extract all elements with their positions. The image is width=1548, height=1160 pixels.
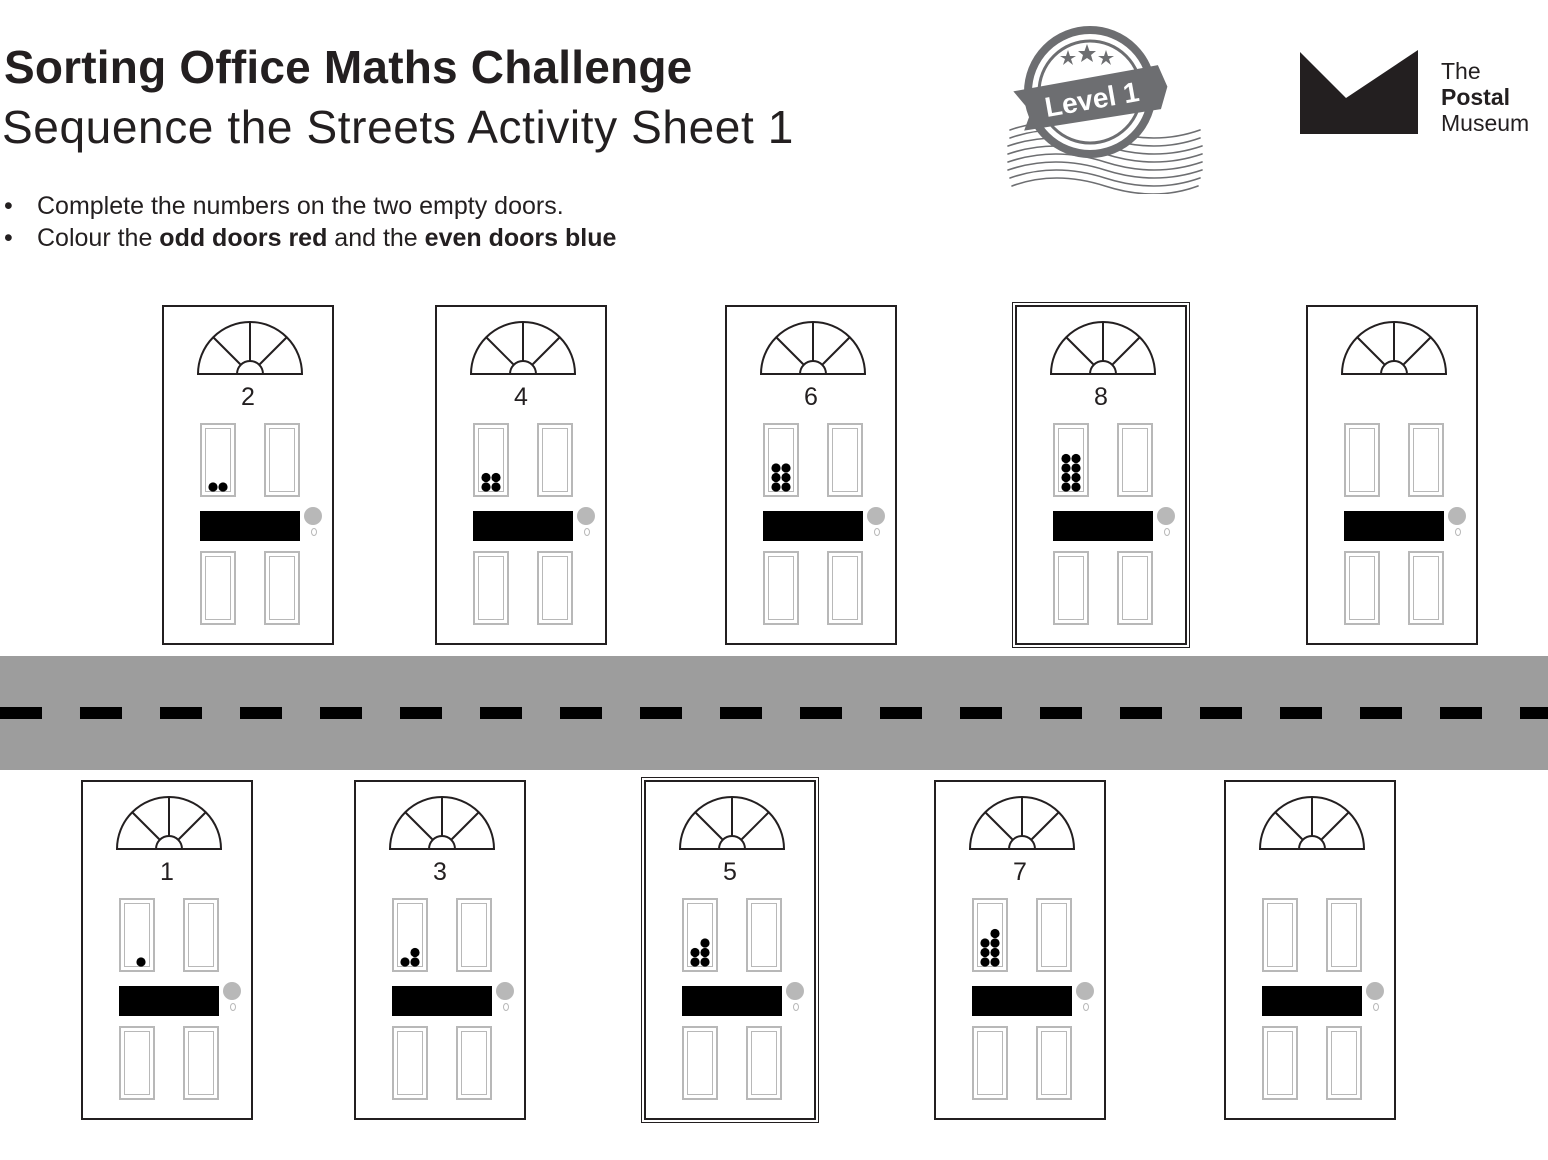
counting-dot	[990, 957, 999, 966]
letterbox	[763, 511, 863, 541]
door-top-5[interactable]	[1306, 305, 1478, 645]
counting-dots	[765, 425, 801, 499]
counting-dot	[990, 948, 999, 957]
door-panel	[1344, 551, 1380, 625]
door-bottom-5[interactable]	[1224, 780, 1396, 1120]
counting-dot	[1061, 454, 1070, 463]
letterbox	[972, 986, 1072, 1016]
counting-dot	[481, 473, 490, 482]
keyhole-icon	[793, 1003, 799, 1011]
door-panel	[1117, 423, 1153, 497]
counting-dot	[1061, 482, 1070, 491]
door-top-3[interactable]	[725, 305, 897, 645]
fanlight-window	[1340, 321, 1448, 377]
counting-dots	[974, 900, 1010, 974]
counting-dot	[771, 473, 780, 482]
door-knob-icon	[496, 982, 514, 1000]
door-panel	[746, 1026, 782, 1100]
door-knob-icon	[867, 507, 885, 525]
house-number: 3	[433, 858, 447, 886]
keyhole-icon	[1083, 1003, 1089, 1011]
counting-dot	[491, 482, 500, 491]
house-number: 5	[723, 858, 737, 886]
door-panel	[1053, 423, 1089, 497]
door-panel	[264, 423, 300, 497]
door-panel	[763, 551, 799, 625]
counting-dot	[218, 482, 227, 491]
letterbox	[1262, 986, 1362, 1016]
door-panel	[827, 551, 863, 625]
house-number: 6	[804, 383, 818, 411]
door-knob-icon	[577, 507, 595, 525]
instruction-emphasis-even: even doors blue	[424, 224, 617, 252]
counting-dot	[980, 938, 989, 947]
counting-dot	[1061, 463, 1070, 472]
counting-dot	[781, 482, 790, 491]
door-panel	[183, 1026, 219, 1100]
counting-dot	[980, 948, 989, 957]
stamp-label: Level 1	[1042, 75, 1142, 124]
keyhole-icon	[874, 528, 880, 536]
counting-dot	[690, 957, 699, 966]
keyhole-icon	[503, 1003, 509, 1011]
door-panel	[200, 423, 236, 497]
door-panel	[1262, 898, 1298, 972]
door-panel	[537, 551, 573, 625]
door-top-1[interactable]	[162, 305, 334, 645]
door-top-2[interactable]	[435, 305, 607, 645]
counting-dot	[410, 957, 419, 966]
postal-museum-logo	[1298, 46, 1538, 146]
door-knob-icon	[1157, 507, 1175, 525]
counting-dot	[781, 473, 790, 482]
counting-dot	[700, 938, 709, 947]
counting-dot	[700, 948, 709, 957]
door-panel	[200, 551, 236, 625]
door-panel	[473, 423, 509, 497]
door-panel	[183, 898, 219, 972]
counting-dots	[202, 425, 238, 499]
instructions-list	[0, 190, 616, 254]
counting-dot	[481, 482, 490, 491]
house-number: 1	[160, 858, 174, 886]
door-panel	[1036, 898, 1072, 972]
logo-text-line: The	[1441, 58, 1481, 84]
door-knob-icon	[223, 982, 241, 1000]
fanlight-window	[469, 321, 577, 377]
door-panel	[1036, 1026, 1072, 1100]
door-panel	[1344, 423, 1380, 497]
door-panel	[972, 1026, 1008, 1100]
door-knob-icon	[1076, 982, 1094, 1000]
counting-dot	[400, 957, 409, 966]
counting-dot	[491, 473, 500, 482]
door-top-4[interactable]	[1015, 305, 1187, 645]
door-panel	[119, 1026, 155, 1100]
door-knob-icon	[304, 507, 322, 525]
door-panel	[264, 551, 300, 625]
instruction-item	[0, 190, 616, 222]
page-title: Sorting Office Maths Challenge	[4, 41, 693, 93]
door-knob-icon	[786, 982, 804, 1000]
counting-dot	[1071, 482, 1080, 491]
door-bottom-2[interactable]	[354, 780, 526, 1120]
door-panel	[456, 898, 492, 972]
counting-dot	[990, 929, 999, 938]
door-bottom-1[interactable]	[81, 780, 253, 1120]
counting-dots	[394, 900, 430, 974]
door-panel	[1326, 1026, 1362, 1100]
door-panel	[682, 1026, 718, 1100]
fanlight-window	[196, 321, 304, 377]
fanlight-window	[759, 321, 867, 377]
door-bottom-3[interactable]	[644, 780, 816, 1120]
fanlight-window	[678, 796, 786, 852]
door-knob-icon	[1448, 507, 1466, 525]
counting-dot	[1071, 454, 1080, 463]
letterbox	[682, 986, 782, 1016]
letterbox	[473, 511, 573, 541]
counting-dot	[1061, 473, 1070, 482]
door-panel	[682, 898, 718, 972]
level-stamp	[1000, 22, 1210, 199]
door-panel	[1408, 423, 1444, 497]
letterbox	[392, 986, 492, 1016]
keyhole-icon	[230, 1003, 236, 1011]
counting-dots	[121, 900, 157, 974]
door-panel	[1262, 1026, 1298, 1100]
counting-dot	[136, 957, 145, 966]
counting-dot	[771, 482, 780, 491]
counting-dot	[980, 957, 989, 966]
letterbox	[119, 986, 219, 1016]
door-panel	[827, 423, 863, 497]
page-subtitle: Sequence the Streets Activity Sheet 1	[2, 101, 794, 153]
door-panel	[1326, 898, 1362, 972]
door-panel	[1408, 551, 1444, 625]
counting-dot	[1071, 463, 1080, 472]
keyhole-icon	[1455, 528, 1461, 536]
door-panel	[1053, 551, 1089, 625]
logo-text-line: Museum	[1441, 110, 1530, 136]
fanlight-window	[115, 796, 223, 852]
road	[0, 656, 1548, 770]
door-panel	[537, 423, 573, 497]
door-panel	[473, 551, 509, 625]
door-knob-icon	[1366, 982, 1384, 1000]
house-number: 4	[514, 383, 528, 411]
instruction-text: Colour the	[37, 224, 160, 252]
counting-dot	[771, 463, 780, 472]
door-panel	[392, 898, 428, 972]
instruction-text: and the	[327, 224, 425, 252]
counting-dot	[781, 463, 790, 472]
counting-dots	[1055, 425, 1091, 499]
fanlight-window	[1049, 321, 1157, 377]
counting-dot	[1071, 473, 1080, 482]
keyhole-icon	[1164, 528, 1170, 536]
door-panel	[456, 1026, 492, 1100]
fanlight-window	[968, 796, 1076, 852]
door-panel	[119, 898, 155, 972]
house-number: 7	[1013, 858, 1027, 886]
door-panel	[392, 1026, 428, 1100]
counting-dots	[475, 425, 511, 499]
counting-dot	[990, 938, 999, 947]
instruction-text: Complete the numbers on the two empty doors.	[37, 192, 564, 220]
counting-dot	[700, 957, 709, 966]
house-number: 2	[241, 383, 255, 411]
letterbox	[200, 511, 300, 541]
door-panel	[1117, 551, 1153, 625]
instruction-item	[0, 222, 616, 254]
door-panel	[763, 423, 799, 497]
logo-text-line: Postal	[1441, 84, 1511, 110]
counting-dot	[208, 482, 217, 491]
letterbox	[1053, 511, 1153, 541]
door-panel	[746, 898, 782, 972]
counting-dot	[410, 948, 419, 957]
door-panel	[972, 898, 1008, 972]
counting-dots	[684, 900, 720, 974]
counting-dot	[690, 948, 699, 957]
letterbox	[1344, 511, 1444, 541]
door-bottom-4[interactable]	[934, 780, 1106, 1120]
fanlight-window	[1258, 796, 1366, 852]
keyhole-icon	[1373, 1003, 1379, 1011]
keyhole-icon	[584, 528, 590, 536]
envelope-logo-icon	[1298, 46, 1422, 136]
fanlight-window	[388, 796, 496, 852]
instruction-emphasis-odd: odd doors red	[159, 224, 328, 252]
keyhole-icon	[311, 528, 317, 536]
house-number: 8	[1094, 383, 1108, 411]
